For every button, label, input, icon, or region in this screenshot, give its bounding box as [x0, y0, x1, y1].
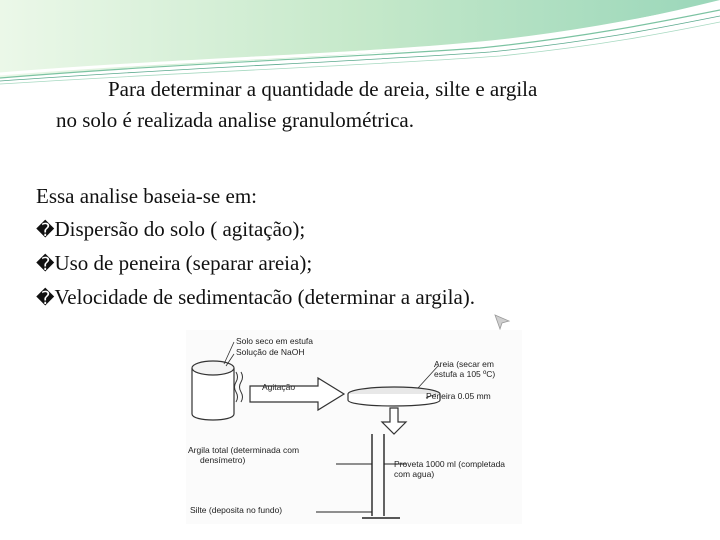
criteria-list [36, 180, 475, 315]
list-item [36, 213, 475, 247]
label-areia-2: estufa a 105 ºC) [434, 369, 496, 379]
label-areia-1: Areia (secar em [434, 359, 494, 369]
intro-paragraph [56, 74, 656, 136]
list-item-text: Uso de peneira (separar areia); [54, 251, 313, 275]
label-solucao: Solução de NaOH [236, 347, 305, 357]
label-proveta-1: Proveta 1000 ml (completada [394, 459, 506, 469]
pointer-line [224, 342, 234, 364]
bullet-glyph: � [36, 288, 55, 309]
label-peneira: Peneira 0.05 mm [426, 391, 491, 401]
label-proveta-2: com agua) [394, 469, 435, 479]
list-intro: Essa analise baseia-se em: [36, 184, 257, 208]
bullet-glyph: � [36, 220, 55, 241]
list-item-text: Velocidade de sedimentacão (determinar a argila). [54, 285, 476, 309]
label-agitacao: Agitação [262, 382, 296, 392]
sample-container [192, 361, 234, 420]
down-arrow [382, 408, 406, 434]
granulometry-diagram [186, 330, 522, 524]
list-item [36, 247, 475, 281]
paragraph-line-2: no solo é realizada analise granulométrica. [56, 108, 415, 132]
list-item-text: Dispersão do solo ( agitação); [54, 217, 306, 241]
agitation-lines [235, 372, 243, 402]
paragraph-line-1: Para determinar a quantidade de areia, silte e argila [108, 77, 538, 101]
bullet-glyph: � [36, 254, 55, 275]
label-solo-seco: Solo seco em estufa [236, 336, 314, 346]
list-item [36, 281, 475, 315]
label-silte: Silte (deposita no fundo) [190, 505, 283, 515]
label-argila-1: Argila total (determinada com [188, 445, 300, 455]
label-argila-2: densímetro) [200, 455, 246, 465]
mouse-cursor-icon [492, 312, 512, 332]
